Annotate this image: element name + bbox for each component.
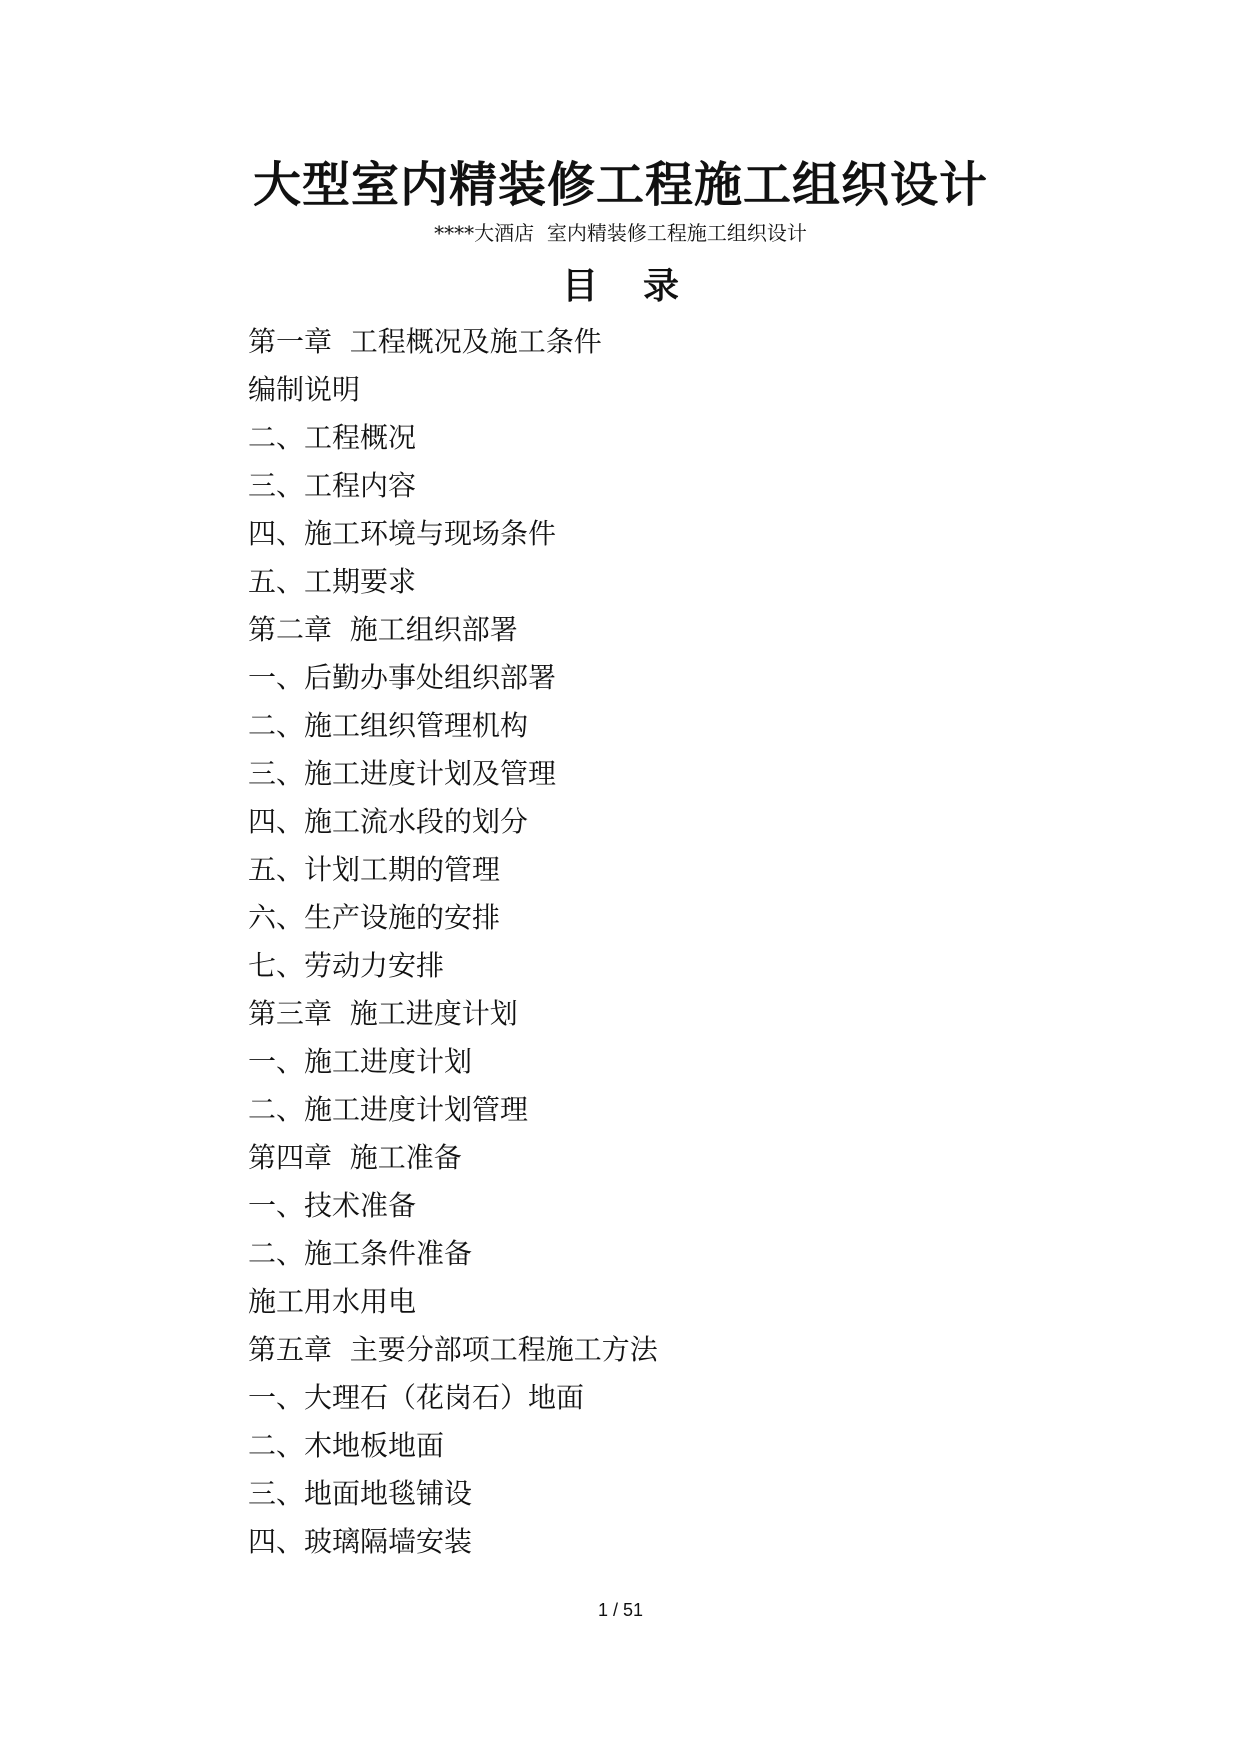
- toc-item[interactable]: 第五章 主要分部项工程施工方法: [248, 1333, 658, 1366]
- toc-item[interactable]: 五、计划工期的管理: [248, 853, 501, 886]
- page-number: 1 / 51: [597, 1600, 644, 1620]
- toc-item[interactable]: 施工用水用电: [248, 1285, 417, 1318]
- toc-item[interactable]: 一、后勤办事处组织部署: [248, 661, 557, 694]
- toc-item[interactable]: 第四章 施工准备: [248, 1141, 462, 1174]
- toc-item[interactable]: 七、劳动力安排: [248, 949, 445, 982]
- toc-item[interactable]: 六、生产设施的安排: [248, 901, 501, 934]
- toc-item[interactable]: 四、施工环境与现场条件: [248, 517, 557, 550]
- document-subtitle: ****大酒店 室内精装修工程施工组织设计: [434, 221, 807, 245]
- toc-item[interactable]: 四、玻璃隔墙安装: [248, 1525, 473, 1558]
- toc-item[interactable]: 一、技术准备: [248, 1189, 417, 1222]
- toc-item[interactable]: 第一章 工程概况及施工条件: [248, 325, 602, 358]
- toc-item[interactable]: 二、施工条件准备: [248, 1237, 473, 1270]
- toc-item[interactable]: 四、施工流水段的划分: [248, 805, 529, 838]
- document-title: 大型室内精装修工程施工组织设计: [252, 157, 988, 213]
- toc-item[interactable]: 一、施工进度计划: [248, 1045, 473, 1078]
- toc-item[interactable]: 三、施工进度计划及管理: [248, 757, 557, 790]
- toc-item[interactable]: 二、工程概况: [248, 421, 417, 454]
- toc-item[interactable]: 二、施工进度计划管理: [248, 1093, 529, 1126]
- toc-item[interactable]: 三、工程内容: [248, 469, 417, 502]
- toc-item[interactable]: 编制说明: [248, 373, 361, 406]
- toc-item[interactable]: 第二章 施工组织部署: [248, 613, 518, 646]
- toc-item[interactable]: 三、地面地毯铺设: [248, 1477, 473, 1510]
- toc-item[interactable]: 五、工期要求: [248, 565, 417, 598]
- toc-heading: 目 录: [561, 265, 680, 307]
- toc-item[interactable]: 二、木地板地面: [248, 1429, 445, 1462]
- toc-item[interactable]: 第三章 施工进度计划: [248, 997, 518, 1030]
- table-of-contents: [248, 318, 658, 1566]
- toc-item[interactable]: 二、施工组织管理机构: [248, 709, 529, 742]
- toc-item[interactable]: 一、大理石（花岗石）地面: [248, 1381, 585, 1414]
